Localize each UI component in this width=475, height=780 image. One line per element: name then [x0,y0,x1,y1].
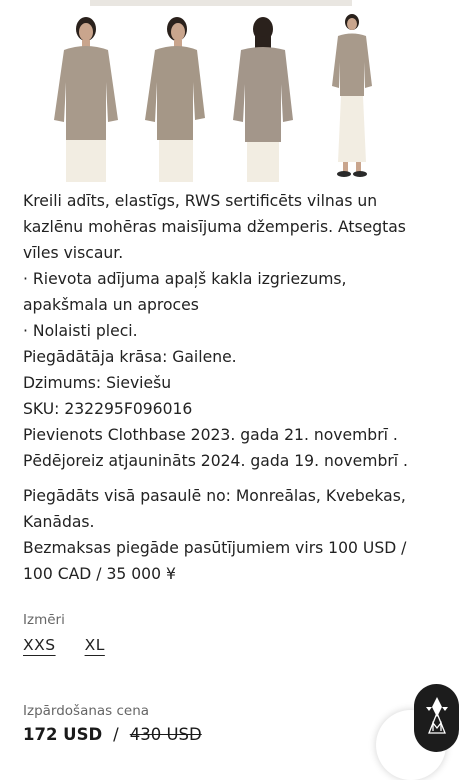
product-image-three-quarter[interactable] [133,12,217,182]
description-line: vīles viscaur. [23,244,124,262]
size-option-xxs[interactable]: XXS [23,636,56,654]
sizes-label: Izmēri [23,612,65,628]
product-description [23,188,453,587]
sale-price-label: Izpārdošanas cena [23,703,150,719]
size-options [23,636,105,654]
description-line: Kreili adīts, elastīgs, RWS sertificēts vilnas un [23,192,378,210]
sku: SKU: 232295F096016 [23,400,193,418]
product-image-front[interactable] [44,12,128,182]
product-image-full-length[interactable] [310,12,394,182]
sale-price: 172 USD [23,725,103,744]
price-row [23,725,202,744]
free-shipping-line: 100 CAD / 35 000 ¥ [23,565,176,583]
free-shipping-line: Bezmaksas piegāde pasūtījumiem virs 100 USD / [23,539,407,557]
spacer [23,474,453,483]
product-gallery [44,12,394,182]
shipping-line: Piegādāts visā pasaulē no: Monreālas, Kvebekas, [23,487,406,505]
original-price: 430 USD [129,725,202,744]
gender: Dzimums: Sieviešu [23,374,172,392]
supplier-color: Piegādātāja krāsa: Gailene. [23,348,237,366]
description-line: kazlēnu mohēras maisījuma džemperis. Atsegtas [23,218,406,236]
brand-logo-button[interactable] [414,684,459,752]
product-image-back[interactable] [221,12,305,182]
shipping-line: Kanādas. [23,513,95,531]
added-date: Pievienots Clothbase 2023. gada 21. novembrī . [23,426,398,444]
price-separator: / [113,725,119,744]
updated-date: Pēdējoreiz atjaunināts 2024. gada 19. novembrī . [23,452,409,470]
previous-image-strip [90,0,352,6]
clothbase-logo-icon [422,693,452,743]
size-option-xl[interactable]: XL [84,636,105,654]
description-line: · Rievota adījuma apaļš kakla izgriezums, [23,270,347,288]
description-line: apakšmala un aproces [23,296,199,314]
description-line: · Nolaisti pleci. [23,322,138,340]
